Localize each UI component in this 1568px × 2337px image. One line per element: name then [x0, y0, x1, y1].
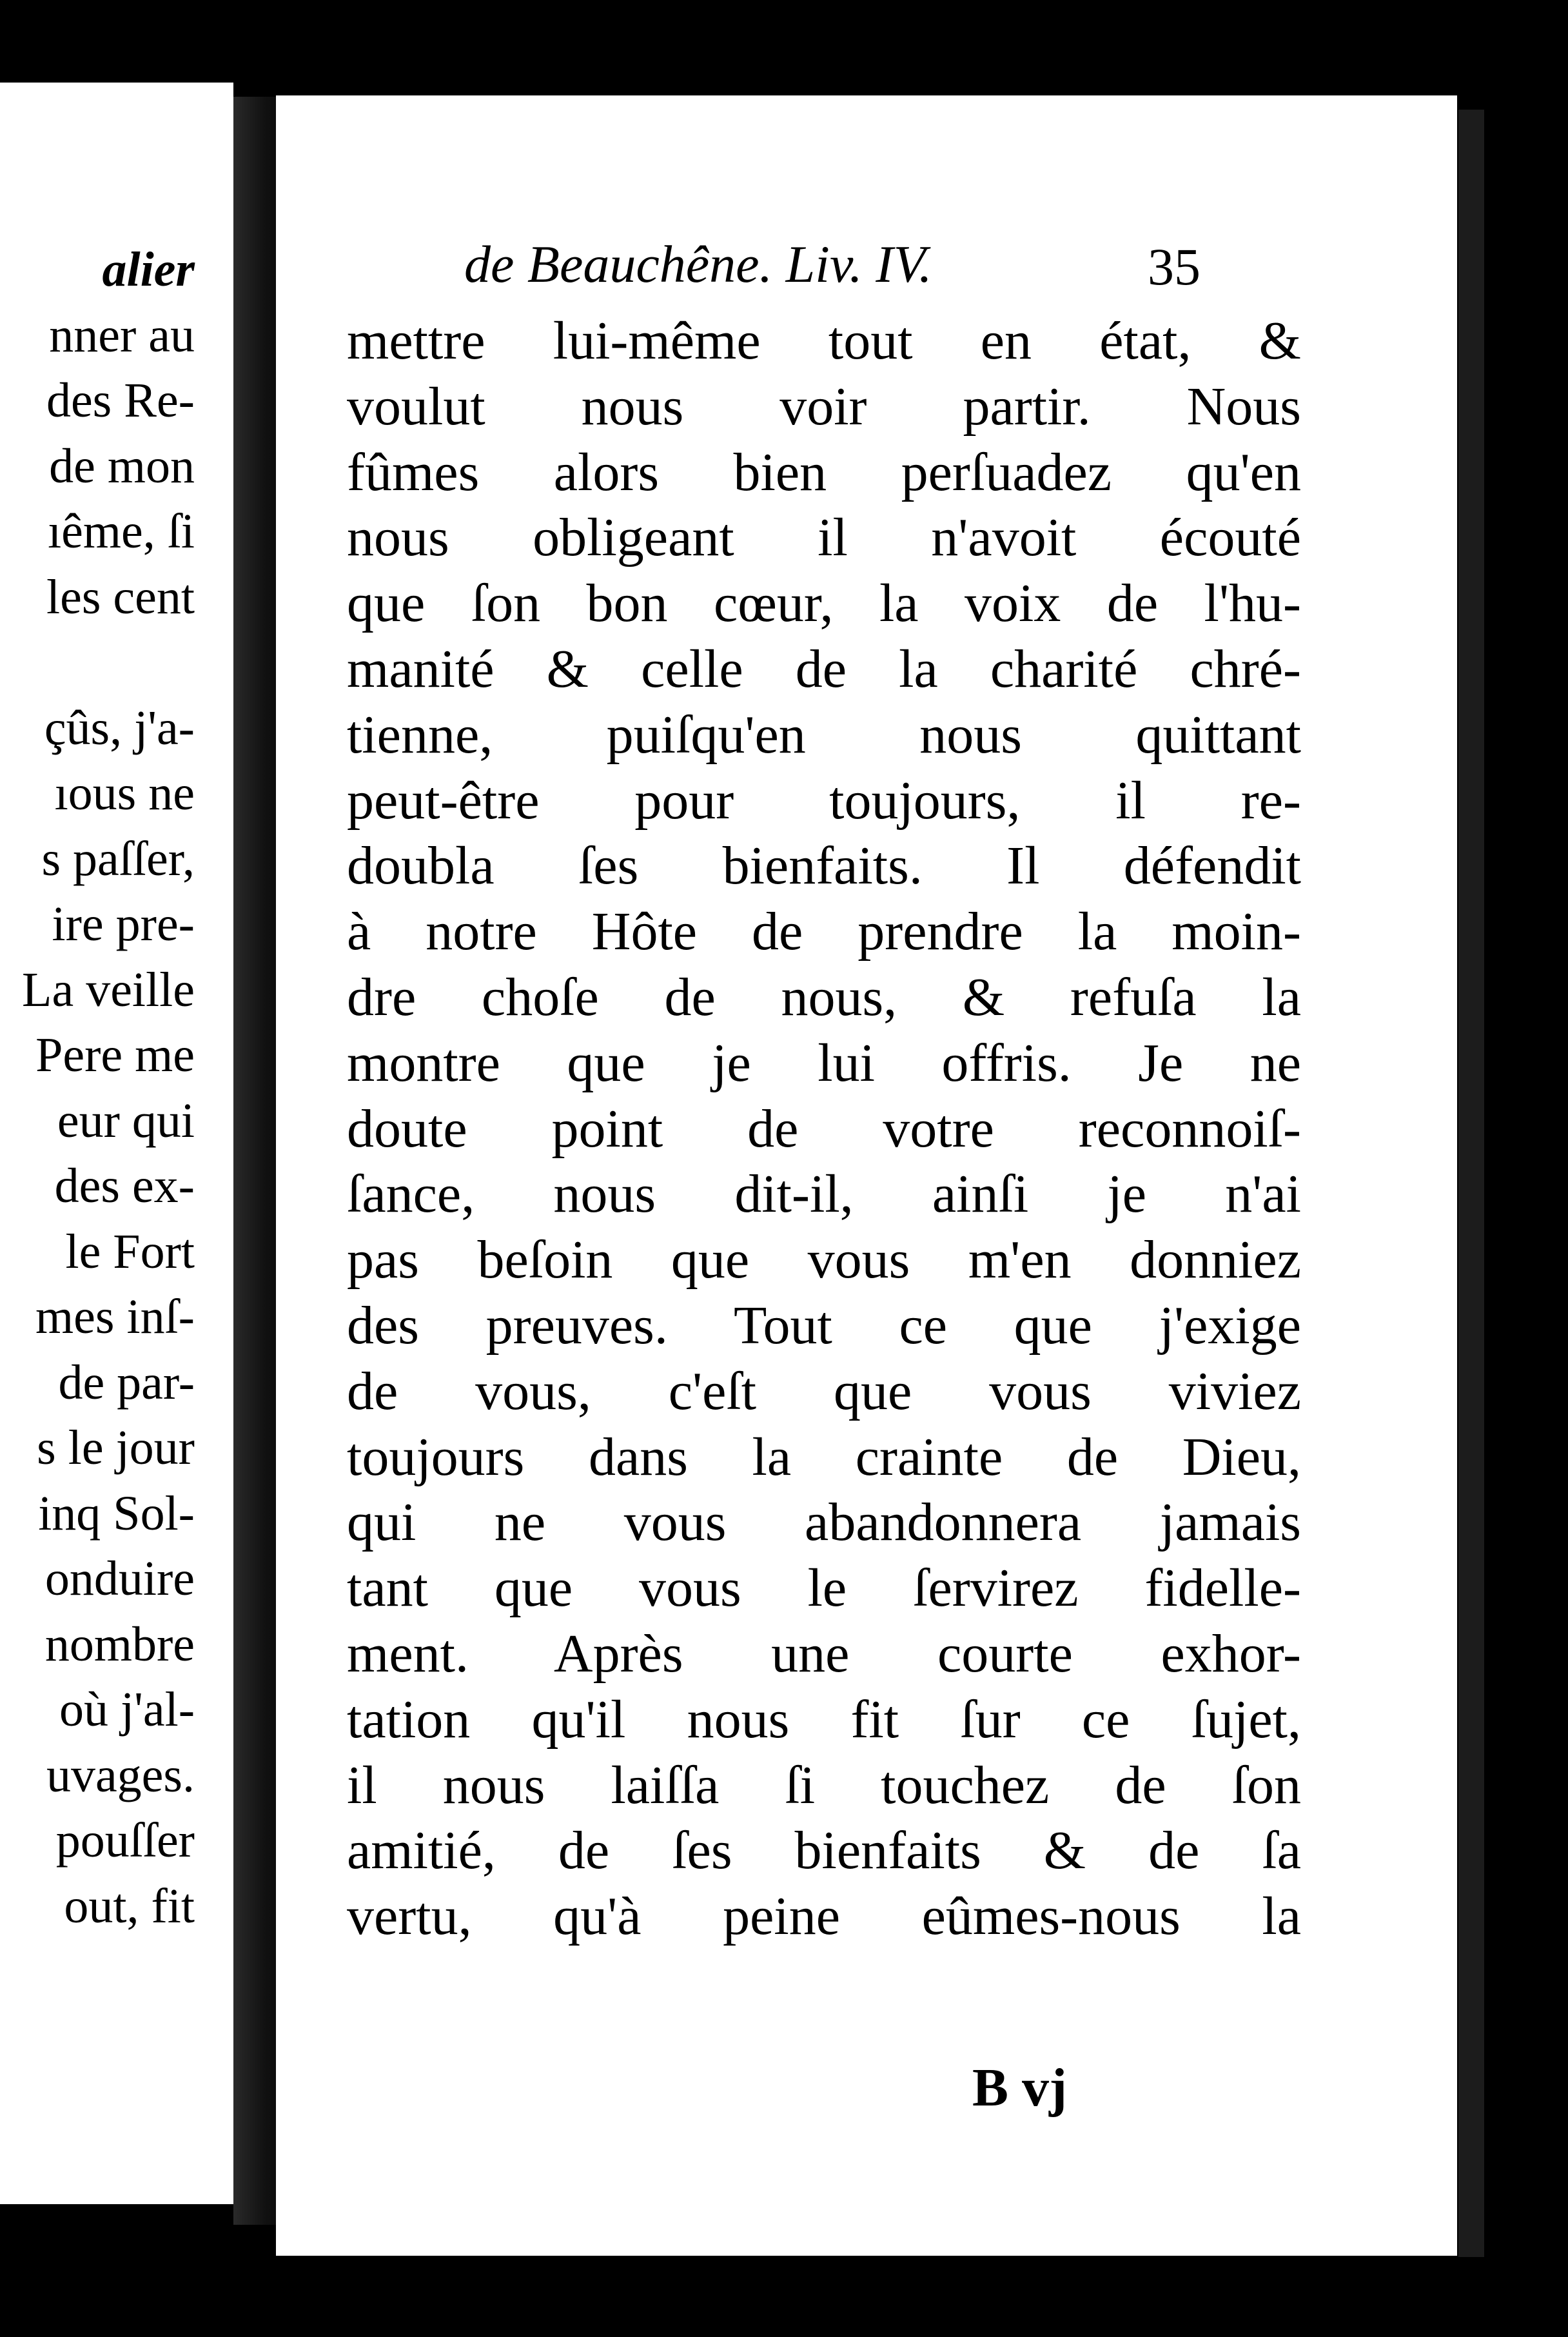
page-number: 35 [1148, 237, 1200, 296]
left-text-line: Pere me [35, 1028, 195, 1082]
text-line: voulut nous voir partir. Nous [347, 376, 1301, 437]
left-text-line: La veille [22, 962, 195, 1017]
text-line: doute point de votre reconnoiſ- [347, 1098, 1301, 1159]
left-text-line: de par- [58, 1355, 195, 1410]
left-page-text [22, 237, 195, 1939]
text-line: tation qu'il nous fit ſur ce ſujet, [347, 1689, 1301, 1750]
left-text-line: mes inſ- [35, 1290, 195, 1344]
left-text-line: inq Sol- [38, 1486, 195, 1541]
text-line: mettre lui-même tout en état, & [347, 311, 1301, 371]
text-line: ment. Après une courte exhor- [347, 1623, 1301, 1684]
text-line: nous obligeant il n'avoit écouté [347, 508, 1301, 568]
page-edge-shadow [1458, 110, 1484, 2257]
text-line: dre choſe de nous, & refuſa la [347, 967, 1301, 1027]
text-line: qui ne vous abandonnera jamais [347, 1492, 1301, 1553]
signature-mark: B vj [972, 2058, 1067, 2118]
text-line: pas beſoin que vous m'en donniez [347, 1230, 1301, 1290]
text-line: il nous laiſſa ſi touchez de ſon [347, 1755, 1301, 1815]
left-text-line: le Fort [65, 1224, 195, 1279]
text-line: toujours dans la crainte de Dieu, [347, 1426, 1301, 1487]
text-line: fûmes alors bien perſuadez qu'en [347, 442, 1301, 502]
text-line: des preuves. Tout ce que j'exige [347, 1295, 1301, 1356]
left-text-line: où j'al- [59, 1682, 195, 1737]
text-line: de vous, c'eſt que vous viviez [347, 1361, 1301, 1421]
left-text-line: nombre [44, 1617, 195, 1671]
left-text-line: çûs, j'a- [44, 700, 195, 755]
left-text-line: nner au [49, 308, 195, 362]
left-text-line: ire pre- [52, 897, 195, 951]
left-text-line: de mon [49, 439, 195, 493]
text-line: que ſon bon cœur, la voix de l'hu- [347, 573, 1301, 634]
text-line: montre que je lui offris. Je ne [347, 1032, 1301, 1093]
text-line: peut-être pour toujours, il re- [347, 770, 1301, 831]
text-line: tienne, puiſqu'en nous quittant [347, 704, 1301, 765]
text-line: doubla ſes bienfaits. Il défendit [347, 836, 1301, 896]
left-text-line: s paſſer, [41, 831, 195, 886]
body-text [347, 308, 1301, 1949]
left-text-line: onduire [44, 1552, 195, 1606]
left-text-line: pouſſer [55, 1813, 195, 1868]
right-page [276, 95, 1457, 2256]
left-text-line: s le jour [37, 1421, 195, 1475]
left-text-line: uvages. [46, 1748, 195, 1802]
left-text-line: des ex- [54, 1159, 195, 1213]
left-text-line: ıême, ſi [48, 504, 195, 558]
left-page [0, 83, 233, 2204]
text-line: ſance, nous dit-il, ainſi je n'ai [347, 1164, 1301, 1225]
left-running-head-fragment: alier [102, 242, 195, 297]
text-line: manité & celle de la charité chré- [347, 638, 1301, 699]
text-line: amitié, de ſes bienfaits & de ſa [347, 1820, 1301, 1881]
left-text-line: eur qui [57, 1093, 195, 1148]
left-text-line: out, fit [64, 1878, 195, 1933]
left-text-line: des Re- [46, 373, 195, 428]
left-text-line: ıous ne [54, 766, 195, 820]
text-line: vertu, qu'à peine eûmes-nous la [347, 1886, 1301, 1947]
left-text-line [22, 630, 195, 696]
text-line: à notre Hôte de prendre la moin- [347, 902, 1301, 962]
running-head: de Beauchêne. Liv. IV. [464, 235, 932, 293]
left-text-line: les cent [46, 569, 195, 624]
text-line: tant que vous le ſervirez fidelle- [347, 1558, 1301, 1619]
